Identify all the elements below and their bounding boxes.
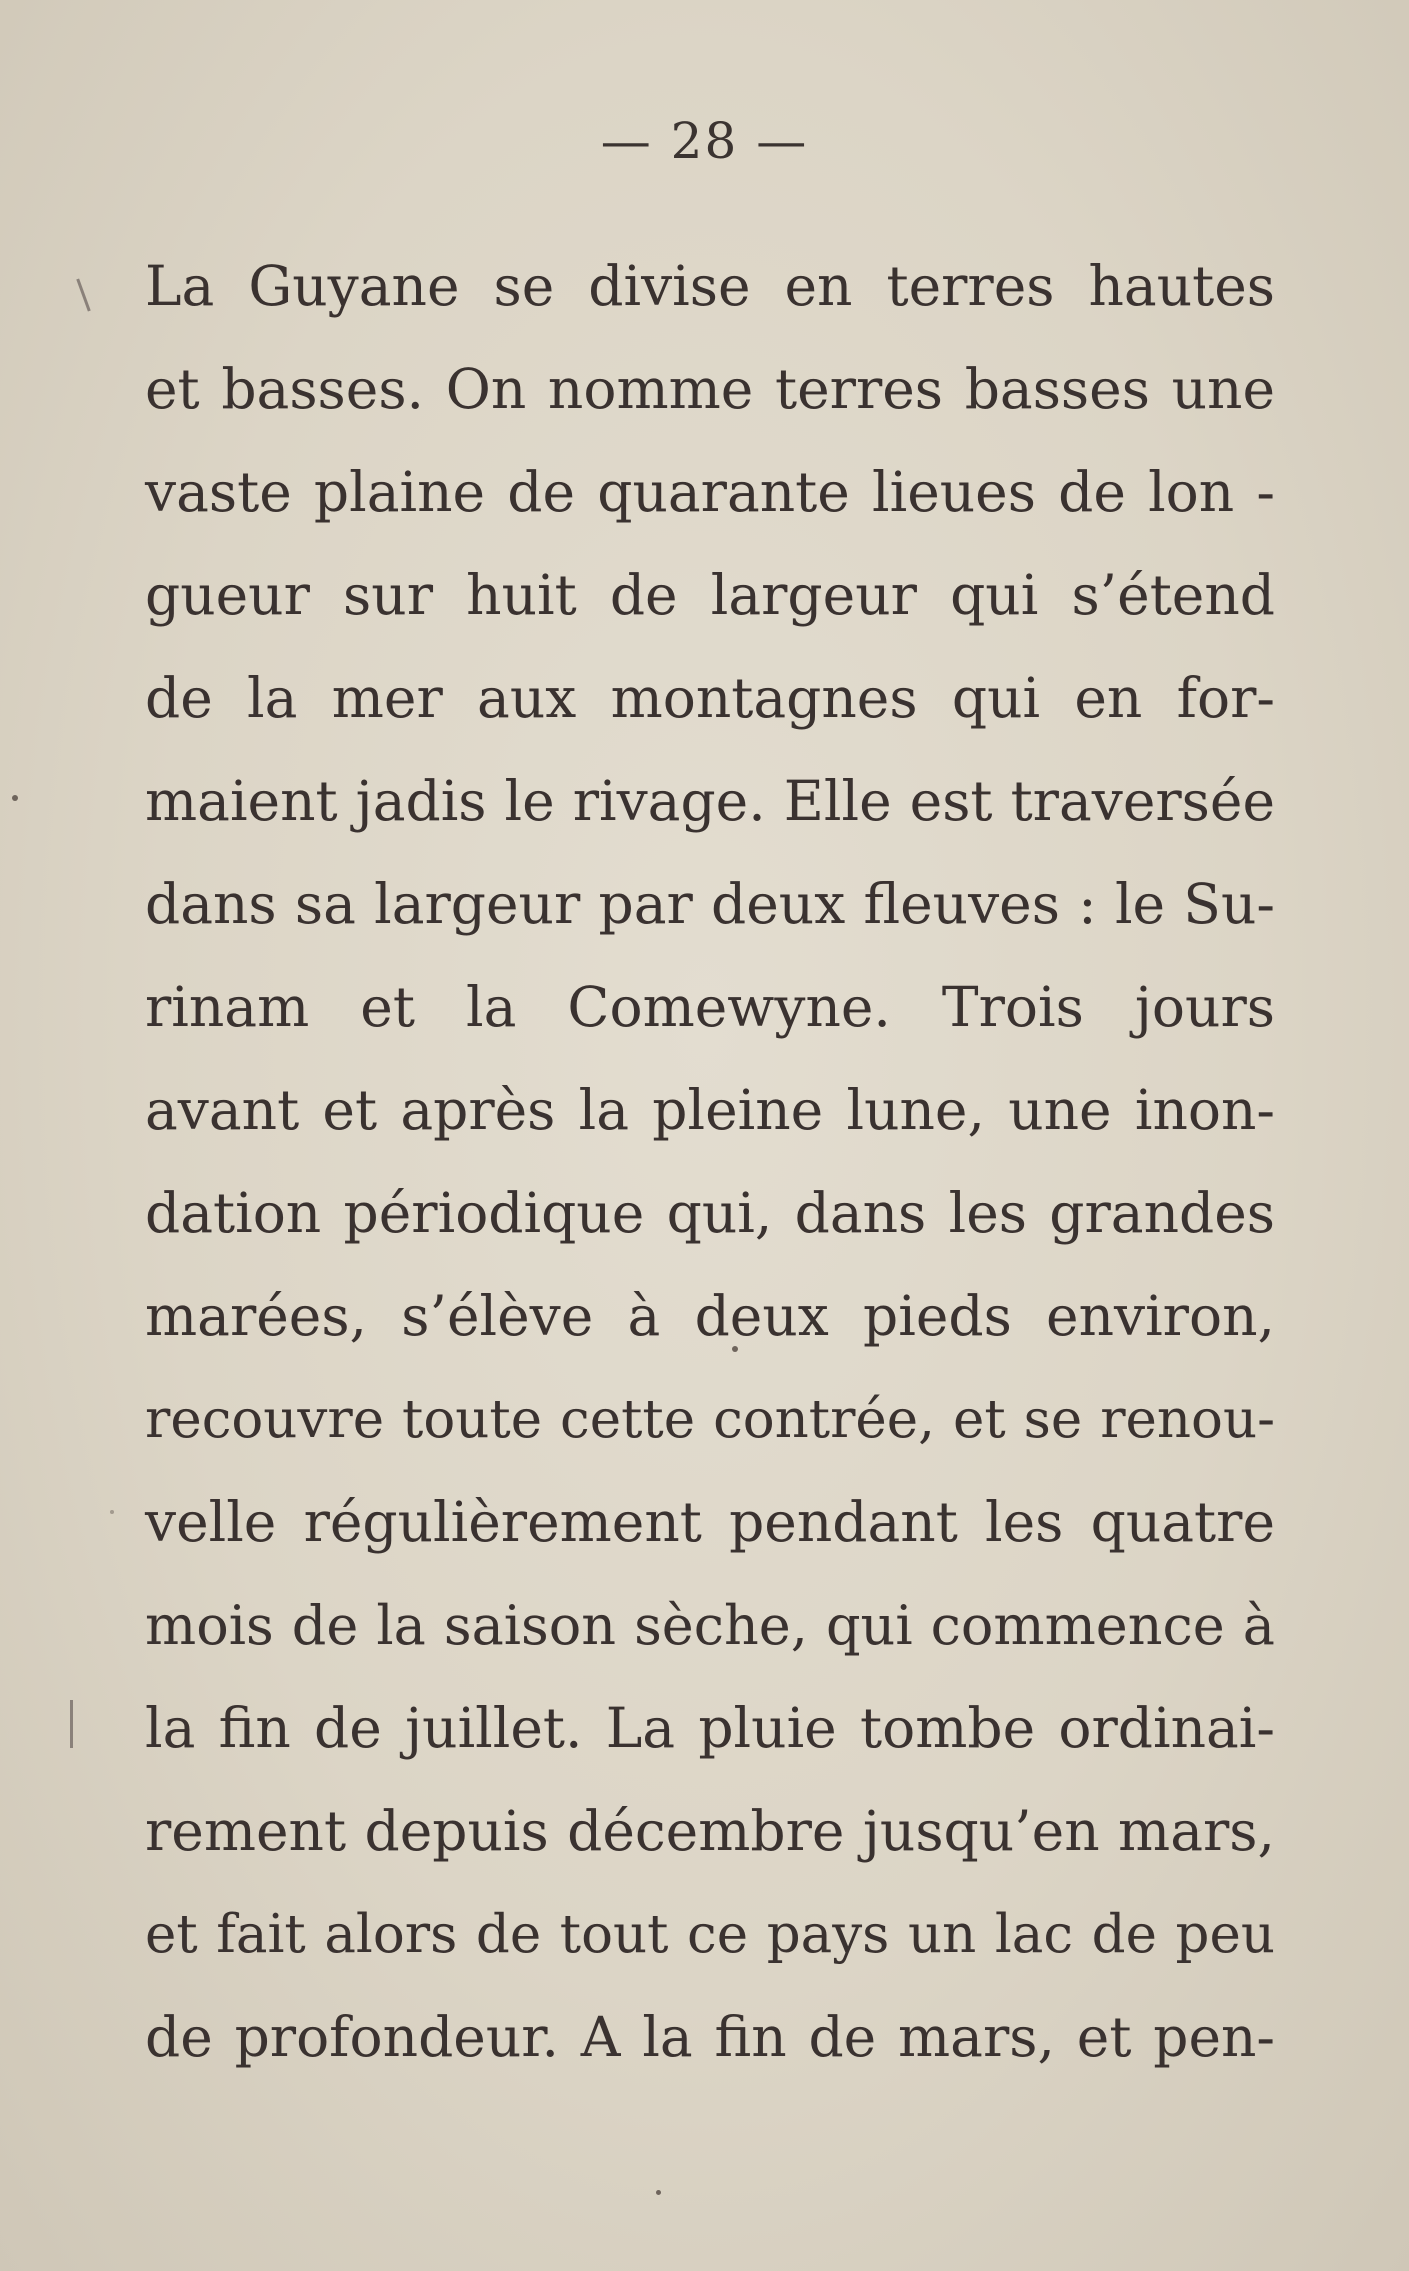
margin-mark [76,279,90,312]
paper-speck [110,1510,114,1514]
paper-speck [12,795,18,801]
text-line: vaste plaine de quarante lieues de lon - [145,460,1275,524]
paper-speck [656,2190,661,2195]
text-line: maient jadis le rivage. Elle est traversée [145,769,1275,833]
text-line: de la mer aux montagnes qui en for- [145,666,1275,730]
text-line: rement depuis décembre jusqu’en mars, [145,1799,1275,1863]
text-line: La Guyane se divise en terres hautes [145,254,1275,318]
text-line: et fait alors de tout ce pays un lac de peu [145,1904,1275,1965]
text-line: velle régulièrement pendant les quatre [145,1490,1275,1554]
text-line: la fin de juillet. La pluie tombe ordinai- [145,1696,1275,1760]
text-line: gueur sur huit de largeur qui s’étend [145,563,1275,627]
text-line: marées, s’élève à deux pieds environ, [145,1284,1275,1348]
page-number: — 28 — [600,112,809,170]
text-line: et basses. On nomme terres basses une [145,357,1275,421]
text-line: rinam et la Comewyne. Trois jours [145,975,1275,1039]
text-line: mois de la saison sèche, qui commence à [145,1594,1275,1657]
text-line: de profondeur. A la fin de mars, et pen- [145,2005,1275,2069]
text-line: avant et après la pleine lune, une inon- [145,1078,1275,1142]
margin-mark [70,1700,73,1748]
body-text [145,235,1275,2089]
text-line: recouvre toute cette contrée, et se renou- [145,1389,1275,1450]
text-line: dans sa largeur par deux fleuves : le Su- [145,872,1275,936]
text-line: dation périodique qui, dans les grandes [145,1181,1275,1245]
